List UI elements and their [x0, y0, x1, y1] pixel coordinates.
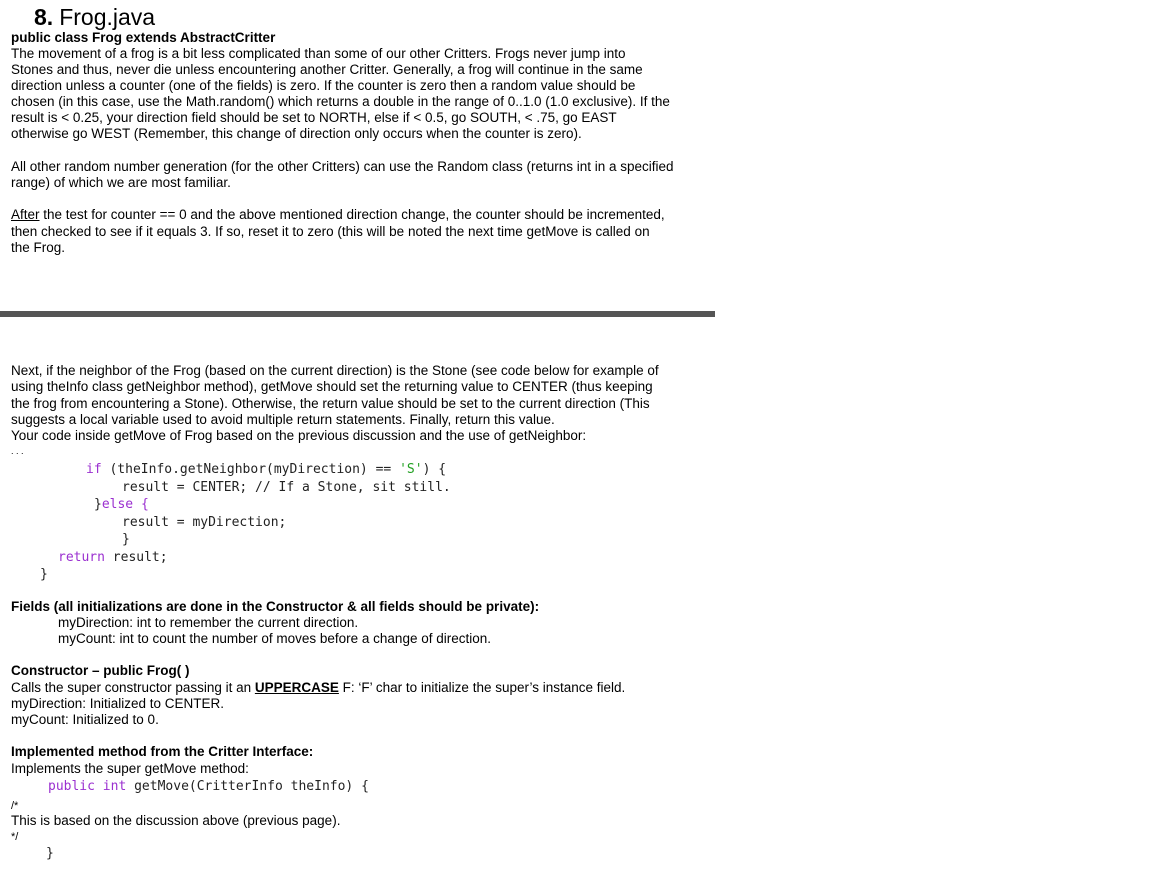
paragraph-text: the test for counter == 0 and the above mentioned direction change, the counter should be incremented, [39, 207, 665, 222]
code-text: getMove(CritterInfo theInfo) { [126, 779, 369, 794]
paragraph-line: range) of which we are most familiar. [11, 175, 231, 190]
code-line: } [122, 532, 130, 547]
section-number: 8. [34, 4, 54, 30]
paragraph-line: suggests a local variable used to avoid multiple return statements. Finally, return this value. [11, 412, 555, 427]
comment-text: This is based on the discussion above (previous page). [11, 813, 341, 828]
closing-brace: } [46, 846, 54, 861]
code-line: } [40, 567, 48, 582]
code-text: } [94, 497, 102, 512]
keyword: int [102, 779, 127, 794]
paragraph-line: using theInfo class getNeighbor method), getMove should set the returning value to CENTER (thus keeping [11, 379, 653, 394]
constructor-text: Calls the super constructor passing it an [11, 680, 255, 695]
comment-close: */ [11, 831, 19, 843]
field-item: myDirection: int to remember the current direction. [58, 615, 359, 630]
ellipsis: . . . [11, 446, 24, 456]
paragraph-line [11, 207, 665, 223]
uppercase-emphasis: UPPERCASE [254, 680, 339, 695]
paragraph-line: result is < 0.25, your direction field should be set to NORTH, else if < 0.5, go SOUTH, < .75, go EAST [11, 110, 617, 125]
string-literal: 'S' [399, 462, 423, 477]
paragraph-line: Stones and thus, never die unless encountering another Critter. Generally, a frog will continue in the same [11, 62, 643, 77]
constructor-line: myCount: Initialized to 0. [11, 712, 159, 727]
paragraph-line: the Frog. [11, 240, 66, 255]
code-text: ) { [422, 462, 447, 477]
paragraph-line: then checked to see if it equals 3. If so, reset it to zero (this will be noted the next time getMove is called on [11, 224, 650, 239]
code-line: result = myDirection; [122, 515, 287, 530]
keyword: else { [101, 497, 149, 512]
code-text: result; [104, 550, 168, 565]
paragraph-line: direction unless a counter (one of the fields) is zero. If the counter is zero then a random value should be [11, 78, 636, 93]
paragraph-line: Next, if the neighbor of the Frog (based on the current direction) is the Stone (see code below for example of [11, 363, 659, 378]
code-line [94, 496, 149, 513]
implemented-heading: Implemented method from the Critter Interface: [11, 744, 314, 759]
paragraph-line: the frog from encountering a Stone). Otherwise, the return value should be set to the current direction (This [11, 396, 650, 411]
keyword: if [86, 462, 102, 477]
fields-heading: Fields (all initializations are done in the Constructor & all fields should be private): [11, 599, 540, 614]
paragraph-line: otherwise go WEST (Remember, this change of direction only occurs when the counter is zero). [11, 126, 582, 141]
paragraph-line: The movement of a frog is a bit less complicated than some of our other Critters. Frogs never jump into [11, 46, 626, 61]
constructor-heading: Constructor – public Frog( ) [11, 663, 190, 678]
keyword: return [58, 550, 105, 565]
paragraph-line: Your code inside getMove of Frog based on the previous discussion and the use of getNeighbor: [11, 428, 587, 443]
after-underlined: After [11, 207, 40, 222]
method-signature [48, 778, 369, 795]
code-text: (theInfo.getNeighbor(myDirection) == [101, 462, 400, 477]
code-line: result = CENTER; // If a Stone, sit still. [122, 480, 451, 495]
constructor-line [11, 680, 625, 696]
constructor-text: F: ‘F’ char to initialize the super’s instance field. [338, 680, 626, 695]
paragraph-line: chosen (in this case, use the Math.random() which returns a double in the range of 0..1.0 (1.0 exclusive). If the [11, 94, 670, 109]
code-line [58, 549, 168, 566]
file-name: Frog.java [59, 4, 156, 30]
constructor-line: myDirection: Initialized to CENTER. [11, 696, 225, 711]
field-item: myCount: int to count the number of moves before a change of direction. [58, 631, 491, 646]
comment-open: /* [11, 800, 19, 812]
page-title [34, 4, 155, 31]
implemented-line: Implements the super getMove method: [11, 761, 249, 776]
class-declaration: public class Frog extends AbstractCritter [11, 30, 276, 45]
keyword: public [48, 779, 95, 794]
code-line [86, 461, 446, 478]
page-divider [0, 311, 715, 317]
paragraph-line: All other random number generation (for the other Critters) can use the Random class (returns int in a specified [11, 159, 674, 174]
